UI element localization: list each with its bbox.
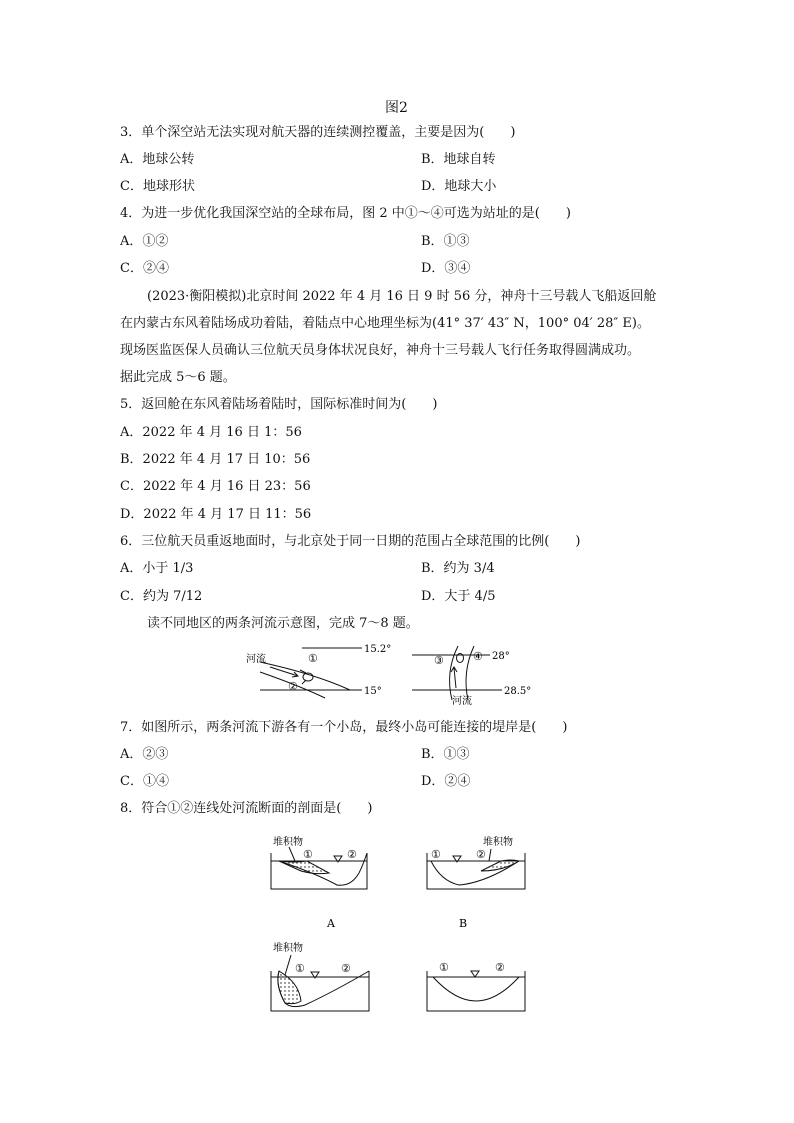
q3-option-c: C．地球形状 (120, 179, 195, 194)
q7-option-b: B．①③ (421, 747, 470, 762)
section-a-label: A (327, 917, 335, 930)
q4-stem: 4．为进一步优化我国深空站的全球布局，图 2 中①～④可选为站址的是( ) (120, 206, 571, 221)
section-d (427, 971, 525, 1011)
river-label-right: 河流 (452, 696, 472, 707)
river-label-left: 河流 (246, 654, 266, 665)
q4-option-b: B．①③ (421, 234, 470, 249)
q6-option-c: C．约为 7/12 (120, 589, 203, 604)
sediment-pointer-b (489, 849, 491, 861)
section-d-marker-1: ① (439, 961, 449, 974)
q3-option-a: A．地球公转 (120, 152, 195, 167)
water-level-icon (471, 971, 479, 977)
section-c-marker-2: ② (341, 962, 351, 975)
flow-arrow-left (270, 667, 298, 676)
passage1-line: 据此完成 5～6 题。 (120, 370, 236, 385)
section-c (271, 971, 369, 1011)
q6-option-d: D．大于 4/5 (421, 589, 496, 604)
q3-option-d: D．地球大小 (421, 179, 497, 194)
section-b-marker-2: ② (476, 848, 486, 861)
flow-arrow-right (454, 668, 456, 688)
pointer-2 (302, 680, 306, 684)
passage1-line: 在内蒙古东风着陆场成功着陆，着陆点中心地理坐标为(41° 37′ 43″ N，100° 04′ 28″ E)。 (120, 316, 650, 331)
section-a-marker-2: ② (347, 848, 357, 861)
section-b-label: B (459, 917, 468, 930)
q3-option-b: B．地球自转 (421, 152, 496, 167)
section-b-marker-1: ① (431, 848, 441, 861)
q4-option-a: A．①② (120, 234, 169, 249)
river-diagram (240, 640, 560, 708)
q4-option-c: C．②④ (120, 261, 169, 276)
q5-option-a: A．2022 年 4 月 16 日 1：56 (120, 425, 302, 440)
q3-stem: 3．单个深空站无法实现对航天器的连续测控覆盖，主要是因为( ) (120, 125, 516, 140)
q7-stem: 7．如图所示，两条河流下游各有一个小岛，最终小岛可能连接的堤岸是( ) (120, 720, 568, 735)
marker-1-left: ① (308, 652, 318, 665)
q6-option-b: B．约为 3/4 (421, 561, 495, 576)
lat-label-top-left: 15.2° (364, 644, 392, 655)
q5-option-d: D．2022 年 4 月 17 日 11：56 (120, 507, 312, 522)
q8-stem: 8．符合①②连线处河流断面的剖面是( ) (120, 801, 373, 816)
marker-4-right: ④ (473, 650, 483, 663)
sediment-label-c: 堆积物 (273, 943, 303, 954)
lat-label-bottom-right: 28.5° (504, 686, 532, 697)
q7-option-c: C．①④ (120, 774, 169, 789)
sediment-label-b: 堆积物 (483, 837, 513, 848)
sediment-label-a: 堆积物 (273, 837, 303, 848)
section-a-marker-1: ① (303, 848, 313, 861)
section-c-marker-1: ① (295, 962, 305, 975)
q5-stem: 5．返回舱在东风着陆场着陆时，国际标准时间为( ) (120, 397, 438, 412)
figure-caption: 图2 (385, 100, 408, 116)
q7-option-a: A．②③ (120, 747, 169, 762)
lat-label-top-right: 28° (492, 651, 510, 662)
q6-stem: 6．三位航天员重返地面时，与北京处于同一日期的范围占全球范围的比例( ) (120, 534, 581, 549)
cross-sections (255, 825, 535, 1025)
q6-option-a: A．小于 1/3 (120, 561, 194, 576)
q5-option-b: B．2022 年 4 月 17 日 10：56 (120, 452, 311, 467)
section-d-marker-2: ② (495, 961, 505, 974)
q5-option-c: C．2022 年 4 月 16 日 23：56 (120, 479, 311, 494)
lat-label-bottom-left: 15° (364, 686, 382, 697)
passage2: 读不同地区的两条河流示意图，完成 7～8 题。 (147, 616, 419, 631)
river-bank-upper-left (260, 662, 350, 690)
river-bank-left-right (450, 646, 458, 700)
passage1-line: (2023·衡阳模拟)北京时间 2022 年 4 月 16 日 9 时 56 分，神舟十三号载人飞船返回舱 (147, 289, 657, 304)
marker-2-left: ② (288, 680, 298, 693)
passage1-line: 现场医监医保人员确认三位航天员身体状况良好，神舟十三号载人飞行任务取得圆满成功。 (120, 343, 641, 358)
marker-3-right: ③ (434, 654, 444, 667)
q4-option-d: D．③④ (421, 261, 471, 276)
sediment-pointer-c (285, 955, 291, 975)
q7-option-d: D．②④ (421, 774, 471, 789)
sediment-pointer-a (289, 847, 295, 861)
